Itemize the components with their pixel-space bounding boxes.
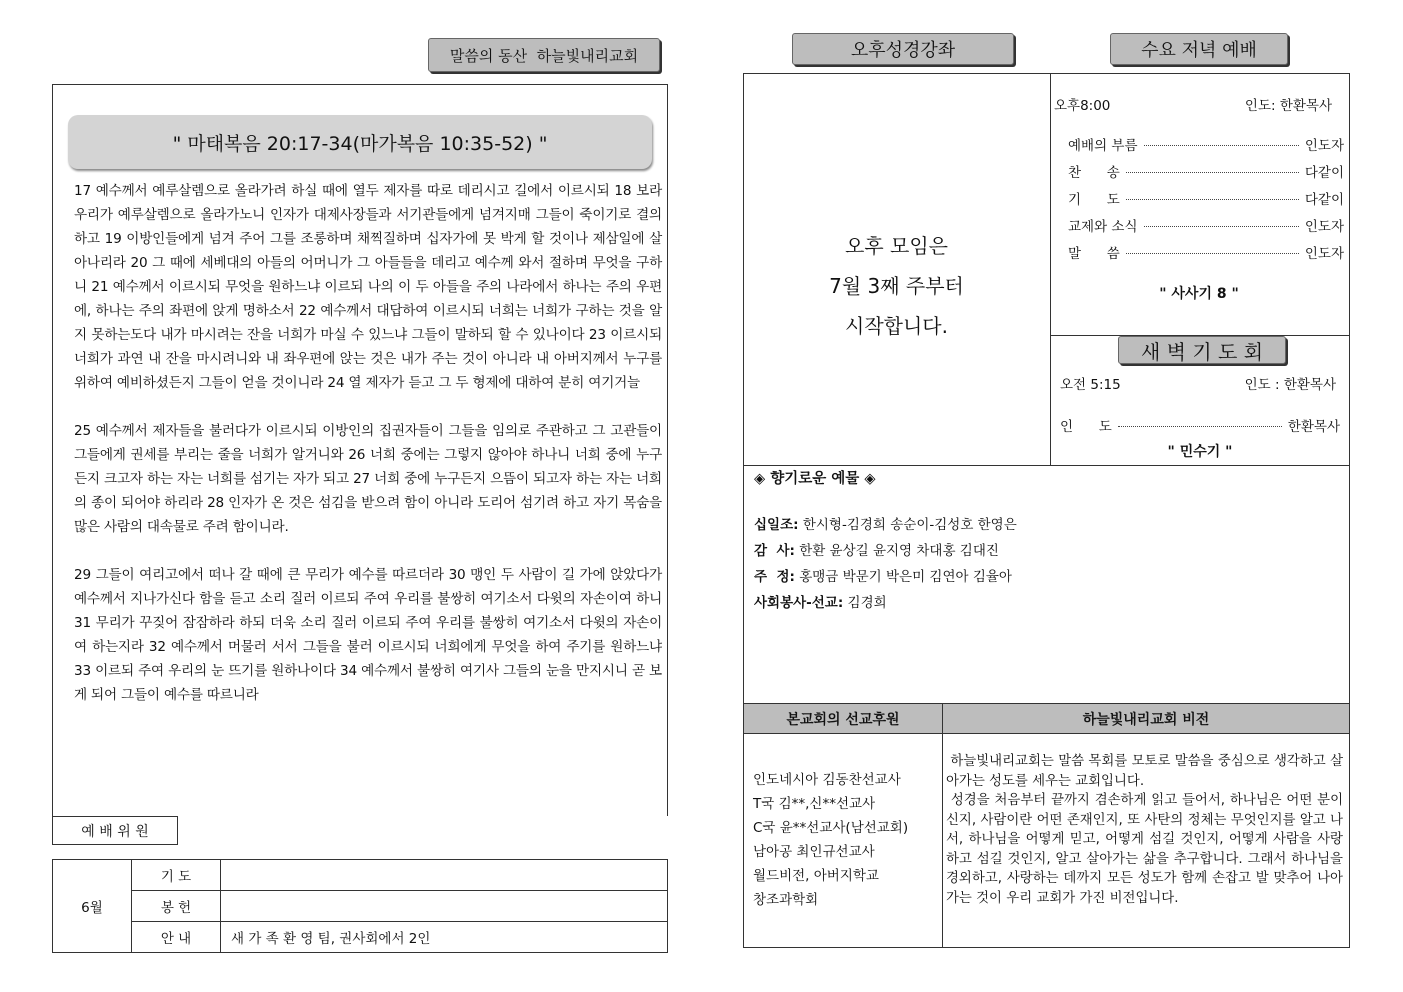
vision-header: 하늘빛내리교회 비전 <box>943 704 1350 734</box>
passage-paragraph-2: 25 예수께서 제자들을 불러다가 이르시되 이방인의 집권자들이 그들을 임의로 주관하고 그 고관들이 그들에게 권세를 부리는 줄을 너희가 알거니와 26 너희 중에는 그렇지 않아야 하나니 너희 중에 누구든지 크고자 하는 자는 너희를 섬기는 자가 되고 27 너희 중에 누구든지 으뜸이 되고자 하는 자는 너희의 종이 되어야 하리라 28 인자가 온 것은 섬김을 받으려 함이 아니라 도리어 섬기려 하고 자기 목숨을 많은 사람의 대속물로 주려 함이니라. <box>74 423 662 535</box>
wednesday-time: 오후8:00 <box>1054 98 1111 114</box>
offerings-section <box>754 467 1344 616</box>
church-header-text: 말씀의 동산 하늘빛내리교회 <box>449 46 639 65</box>
dawn-leader: 인도 : 한환목사 <box>1244 377 1336 393</box>
missions-list <box>744 734 943 948</box>
mission-item: 남아공 최인규선교사 <box>753 844 875 860</box>
committee-role: 봉 헌 <box>132 891 221 922</box>
vision-cell <box>943 734 1350 948</box>
offering-names: 한시형-김경희 송순이-김성호 한영은 <box>802 517 1017 533</box>
upper-vertical-divider <box>1050 73 1051 465</box>
offering-names: 김경희 <box>847 595 887 611</box>
offering-names: 한환 윤상길 윤지영 차대홍 김대진 <box>799 543 999 559</box>
afternoon-notice <box>743 226 1050 346</box>
offerings-title: ◈ 향기로운 예물 ◈ <box>754 471 876 487</box>
passage-paragraph-1: 17 예수께서 예루살렘으로 올라가려 하실 때에 열두 제자를 따로 데리시고 길에서 이르시되 18 보라 우리가 예루살렘으로 올라가노니 인자가 대제사장들과 서기관들에게 넘겨지매 그들이 죽이기로 결의하고 19 이방인들에게 넘겨 주어 그를 조롱하며 채찍질하며 십자가에 못 박게 할 것이나 제삼일에 살아나리라 20 그 때에 세베대의 아들의 어머니가 그 아들들을 데리고 예수께 와서 절하며 무엇을 구하니 21 예수께서 이르시되 무엇을 원하느냐 이르되 나의 이 두 아들을 주의 나라에서 하나는 주의 우편에, 하나는 주의 좌편에 앉게 명하소서 22 예수께서 대답하여 이르시되 너희는 너희가 구하는 것을 알지 못하는도다 내가 마시려는 잔을 너희가 마실 수 있느냐 그들이 말하되 할 수 있나이다 23 이르시되 너희가 과연 내 잔을 마시려니와 내 좌우편에 앉는 것은 내가 주는 것이 아니라 내 아버지께서 누구를 위하여 예비하셨든지 그들이 얻을 것이니라 24 열 제자가 듣고 그 두 형제에 대하여 분히 여기거늘 <box>74 183 662 391</box>
mission-item: 월드비전, 아버지학교 <box>753 868 879 884</box>
passage-title-banner <box>68 115 652 169</box>
vision-text: 하늘빛내리교회는 말씀 목회를 모토로 말씀을 중심으로 생각하고 살아가는 성도를 세우는 교회입니다. 성경을 처음부터 끝까지 겸손하게 읽고 들어서, 하나님은 어떤 분이신지, 사람이란 어떤 존재인지, 또 사탄의 정체는 무엇인지를 알고 나서, 하나님을 어떻게 믿고, 어떻게 섬길 것인지, 어떻게 사람을 사랑하고 섬길 것인지, 알고 살아가는 삶을 추구합니다. 그래서 하나님을 경외하고, 사랑하는 데까지 모든 성도가 함께 손잡고 발 맞추어 나아가는 것이 우리 교회가 가진 비전입니다. <box>946 754 1344 906</box>
worship-committee-label: 예 배 위 원 <box>52 816 178 845</box>
wednesday-leader: 인도: 한환목사 <box>1244 98 1332 114</box>
offering-label: 사회봉사-선교: <box>754 595 844 611</box>
committee-role: 기 도 <box>132 860 221 891</box>
order-item: 예배의 부름 <box>1068 138 1138 154</box>
mission-item: 인도네시아 김동찬선교사 <box>753 772 901 788</box>
offering-label: 주 정: <box>754 569 795 585</box>
order-who: 다같이 <box>1304 192 1344 208</box>
notice-line: 오후 모임은 <box>845 234 948 258</box>
mission-item: C국 윤**선교사(남선교회) <box>753 820 909 836</box>
missions-header: 본교회의 선교후원 <box>744 704 943 734</box>
committee-month: 6월 <box>53 860 132 953</box>
church-header-tag <box>428 38 660 72</box>
wednesday-scripture: " 사사기 8 " <box>1159 286 1239 302</box>
dawn-order-item: 인 도 <box>1060 419 1112 435</box>
upper-horizontal-divider <box>743 465 1350 466</box>
passage-paragraph-3: 29 그들이 여리고에서 떠나 갈 때에 큰 무리가 예수를 따르더라 30 맹인 두 사람이 길 가에 앉았다가 예수께서 지나가신다 함을 듣고 소리 질러 이르되 주여 우리를 불쌍히 여기소서 다윗의 자손이여 하니 31 무리가 꾸짖어 잠잠하라 하되 더욱 소리 질러 이르되 주여 우리를 불쌍히 여기소서 다윗의 자손이여 하는지라 32 예수께서 머물러 서서 그들을 불러 이르시되 너희에게 무엇을 하여 주기를 원하느냐 33 이르되 주여 우리의 눈 뜨기를 원하나이다 34 예수께서 불쌍히 여기사 그들의 눈을 만지시니 곧 보게 되어 그들이 예수를 따르니라 <box>74 567 662 703</box>
passage-title: " 마태복음 20:17-34(마가복음 10:35-52) " <box>172 132 548 155</box>
committee-role: 안 내 <box>132 922 221 953</box>
order-item: 기 도 <box>1068 192 1120 208</box>
wednesday-order <box>1054 94 1344 303</box>
order-who: 인도자 <box>1304 219 1344 235</box>
dawn-prayer-tab: 새 벽 기 도 회 <box>1118 336 1286 364</box>
order-item: 말 씀 <box>1068 246 1120 262</box>
mission-item: 창조과학회 <box>753 892 819 908</box>
worship-committee-table <box>52 859 668 953</box>
committee-value <box>221 860 668 891</box>
notice-line: 시작합니다. <box>845 314 948 338</box>
offering-row <box>754 538 1344 564</box>
offering-label: 십일조: <box>754 517 799 533</box>
committee-value <box>221 891 668 922</box>
afternoon-bible-class-tab: 오후성경강좌 <box>792 33 1014 65</box>
committee-value: 새 가 족 환 영 팀, 권사회에서 2인 <box>221 922 668 953</box>
mission-item: T국 김**,신**선교사 <box>753 796 876 812</box>
order-who: 인도자 <box>1304 246 1344 262</box>
offering-row <box>754 512 1344 538</box>
dawn-prayer-info <box>1060 373 1340 461</box>
offering-label: 감 사: <box>754 543 795 559</box>
wednesday-service-tab: 수요 저녁 예배 <box>1110 33 1288 65</box>
offering-names: 홍맹금 박문기 박은미 김연아 김율아 <box>799 569 1012 585</box>
order-item: 교제와 소식 <box>1068 219 1138 235</box>
missions-vision-table <box>743 703 1350 948</box>
offering-row <box>754 590 1344 616</box>
dawn-scripture: " 민수기 " <box>1167 444 1233 460</box>
notice-line: 7월 3째 주부터 <box>829 274 964 298</box>
order-item: 찬 송 <box>1068 165 1120 181</box>
scripture-passage <box>74 179 662 707</box>
dawn-time: 오전 5:15 <box>1060 377 1121 393</box>
order-who: 인도자 <box>1304 138 1344 154</box>
offering-row <box>754 564 1344 590</box>
order-who: 다같이 <box>1304 165 1344 181</box>
dawn-order-who: 한환목사 <box>1287 419 1340 435</box>
